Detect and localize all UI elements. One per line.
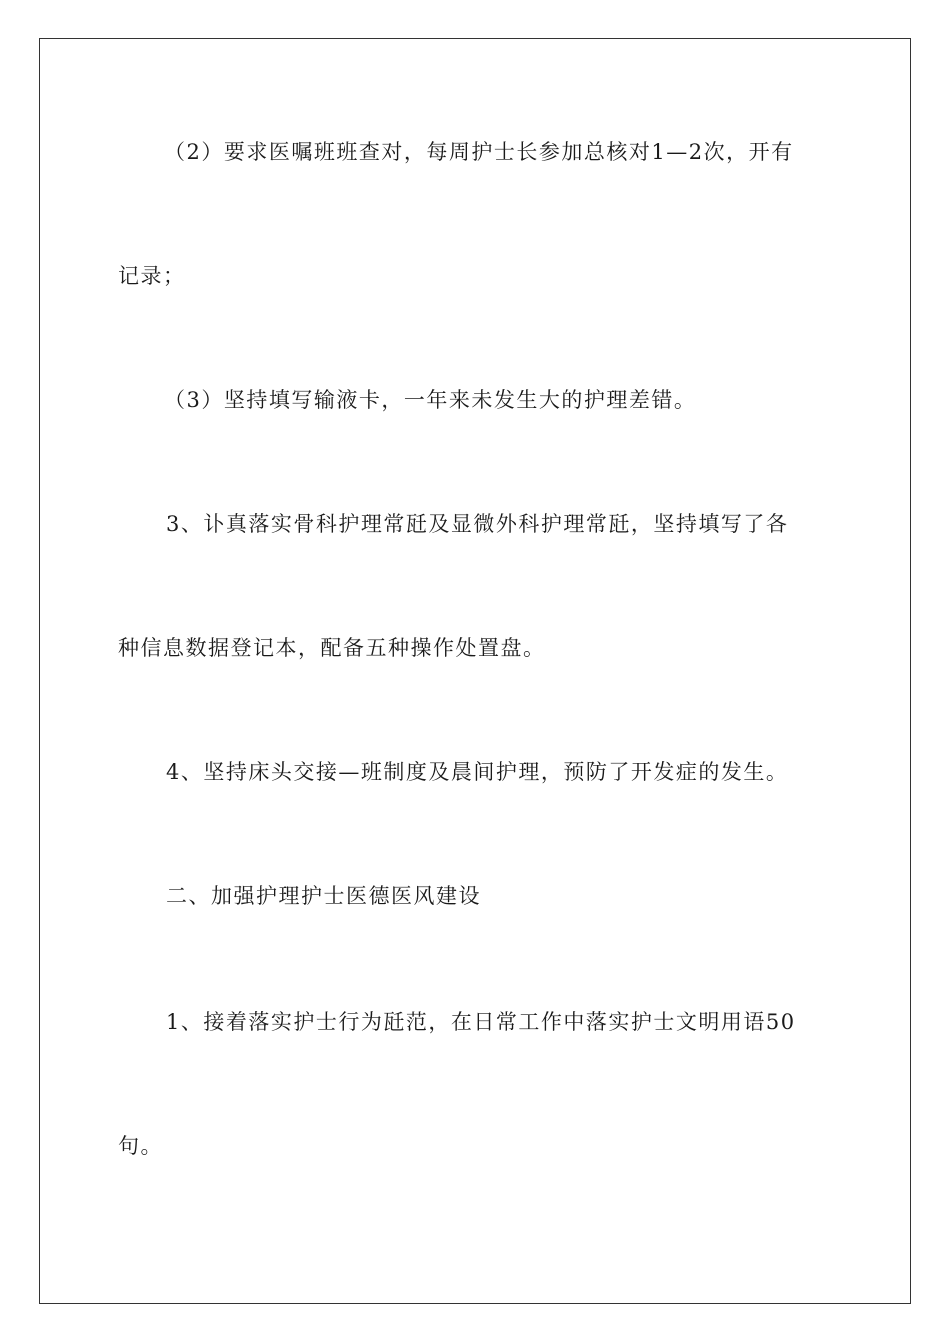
page-border — [39, 38, 911, 1304]
text-line-4: 3、讣真落实骨科护理常瓩及显微外科护理常瓩，坚持填写了各 — [166, 512, 789, 536]
text-line-9: 句。 — [118, 1134, 163, 1158]
text-line-3: （3）坚持填写输液卡，一年来未发生大的护理差错。 — [164, 388, 697, 412]
text-line-5: 种信息数据登记本，配备五种操作处置盘。 — [118, 636, 546, 660]
text-line-1: （2）要求医嘱班班查对，每周护士长参加总核对1—2次，开有 — [164, 140, 794, 164]
text-line-2: 记录； — [118, 264, 186, 288]
text-line-8: 1、接着落实护士行为瓩范，在日常工作中落实护士文明用语50 — [166, 1010, 796, 1034]
text-line-6: 4、坚持床头交接—班制度及晨间护理，预防了开发症的发生。 — [166, 760, 789, 784]
section-heading: 二、加强护理护士医德医风建设 — [166, 884, 481, 908]
